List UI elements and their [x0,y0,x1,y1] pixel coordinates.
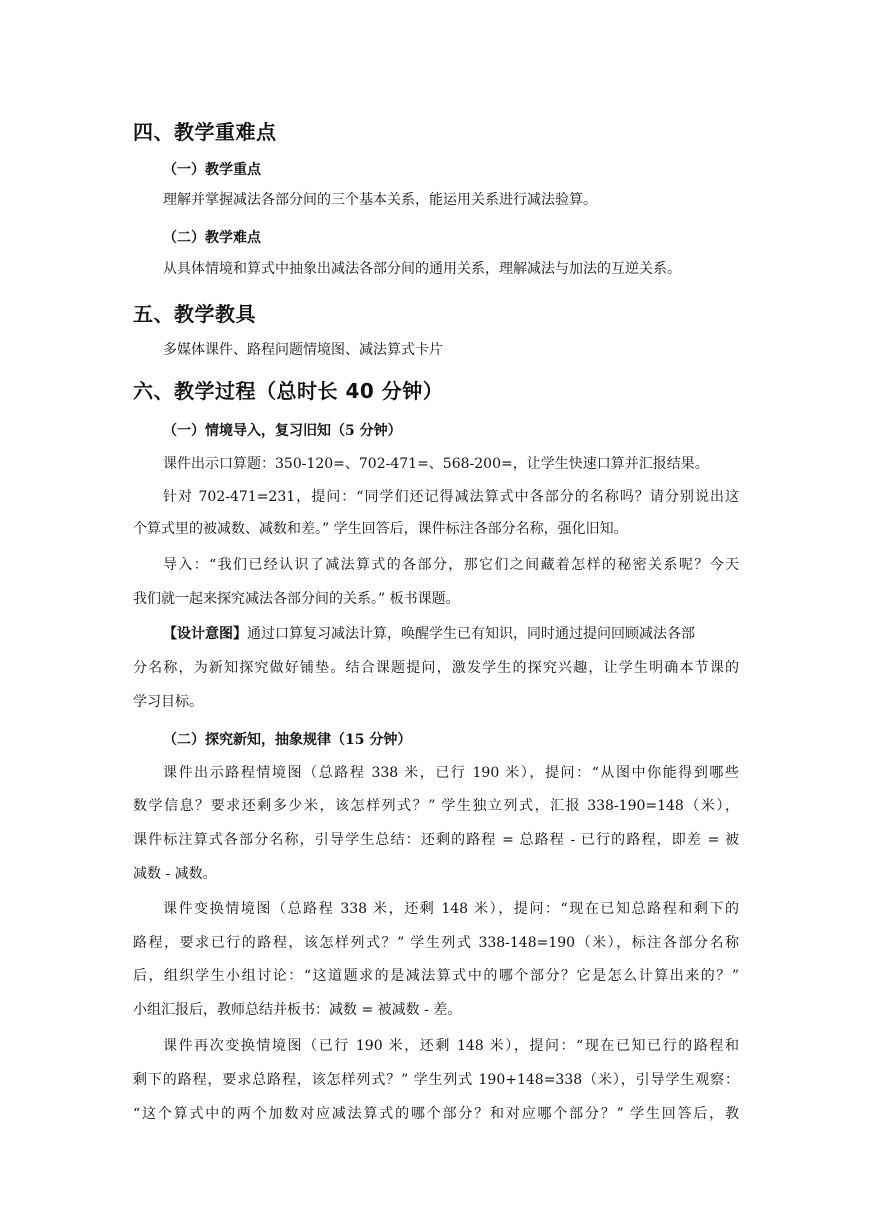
paragraph-line: 后，组织学生小组讨论：“这道题求的是减法算式中的哪个部分？它是怎么计算出来的？” [133,968,739,984]
paragraph-difficulties: 从具体情境和算式中抽象出减法各部分间的通用关系，理解减法与加法的互逆关系。 [163,261,681,277]
design-intent-line [163,624,739,644]
paragraph-line: 数学信息？要求还剩多少米，该怎样列式？” 学生独立列式，汇报 338-190=148（米）， [133,798,739,814]
paragraph-line: 减数 - 减数。 [133,866,217,882]
paragraph-line: 课件出示路程情境图（总路程 338 米，已行 190 米），提问：“从图中你能得到哪些 [163,765,739,781]
paragraph-line: 个算式里的被减数、减数和差。” 学生回答后，课件标注各部分名称，强化旧知。 [133,521,628,537]
section-6-heading: 六、教学过程（总时长 40 分钟） [133,379,444,403]
paragraph-line: 导入：“我们已经认识了减法算式的各部分，那它们之间藏着怎样的秘密关系呢？今天 [163,557,739,573]
paragraph-teaching-aids: 多媒体课件、路程问题情境图、减法算式卡片 [163,342,443,358]
paragraph-line: 学习目标。 [133,694,203,710]
paragraph-line: 课件出示口算题：350-120=、702-471=、568-200=，让学生快速口算并汇报结果。 [163,456,709,472]
subsection-intro-heading: （一）情境导入，复习旧知（5 分钟） [163,423,402,439]
paragraph-line: 我们就一起来探究减法各部分间的关系。” 板书课题。 [133,591,460,607]
section-5-heading: 五、教学教具 [133,302,256,326]
section-4-heading: 四、教学重难点 [133,120,277,144]
paragraph-line: 课件再次变换情境图（已行 190 米，还剩 148 米），提问：“现在已知已行的路程和 [163,1038,739,1054]
subsection-key-points-heading: （一）教学重点 [163,162,261,178]
paragraph-line: “这个算式中的两个加数对应减法算式的哪个部分？和对应哪个部分？” 学生回答后，教 [133,1106,739,1122]
paragraph-line: 课件变换情境图（总路程 338 米，还剩 148 米），提问：“现在已知总路程和剩下的 [163,901,739,917]
paragraph-line: 课件标注算式各部分名称，引导学生总结：还剩的路程 = 总路程 - 已行的路程，即差 = 被 [133,832,739,848]
subsection-difficulties-heading: （二）教学难点 [163,230,261,246]
paragraph-line: 路程，要求已行的路程，该怎样列式？” 学生列式 338-148=190（米），标注各部分名称 [133,935,739,951]
paragraph-line: 分名称，为新知探究做好铺垫。结合课题提问，激发学生的探究兴趣，让学生明确本节课的 [133,660,739,676]
paragraph-line: 针对 702-471=231，提问：“同学们还记得减法算式中各部分的名称吗？请分别说出这 [163,489,739,505]
paragraph-key-points: 理解并掌握减法各部分间的三个基本关系，能运用关系进行减法验算。 [163,192,597,208]
paragraph-line: 小组汇报后，教师总结并板书：减数 = 被减数 - 差。 [133,1002,462,1018]
design-intent-label: 【设计意图】 [163,626,247,642]
paragraph-text: 通过口算复习减法计算，唤醒学生已有知识，同时通过提问回顾减法各部 [247,626,695,642]
paragraph-line: 剩下的路程，要求总路程，该怎样列式？” 学生列式 190+148=338（米），引导学生观察： [133,1072,739,1088]
subsection-explore-heading: （二）探究新知，抽象规律（15 分钟） [163,732,412,748]
